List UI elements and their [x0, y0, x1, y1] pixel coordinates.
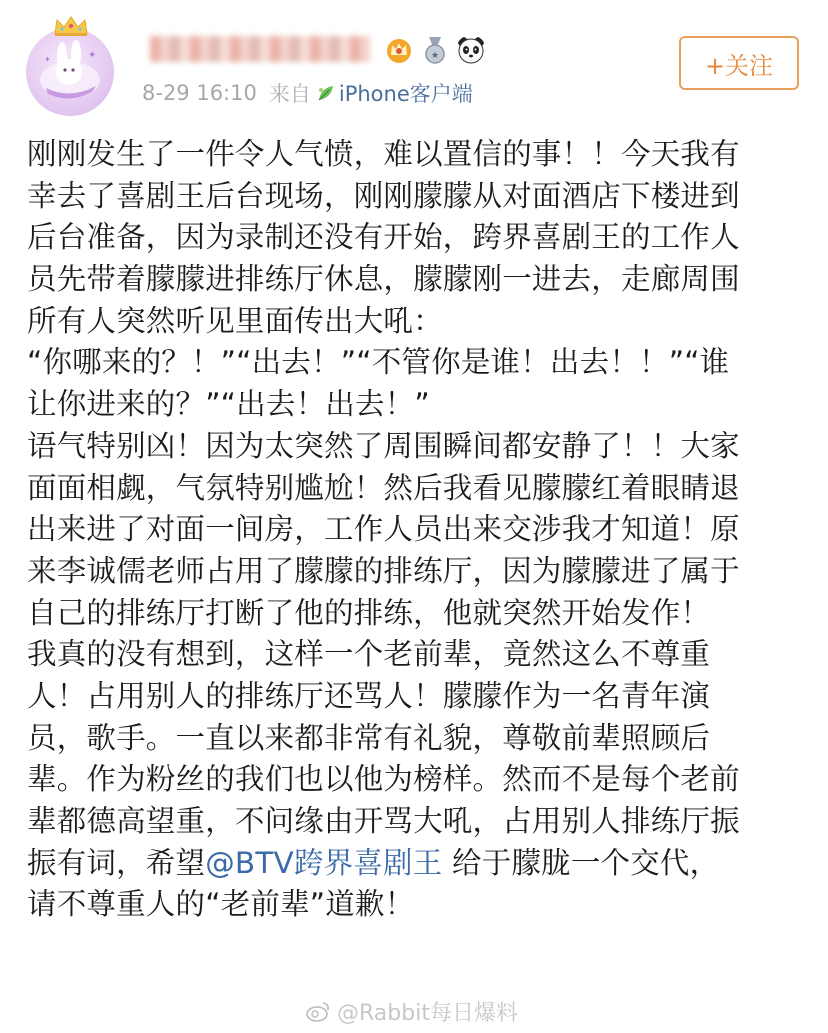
- svg-text:★: ★: [430, 51, 440, 61]
- post-text-line: 来李诚儒老师占用了朦朦的排练厅，因为朦朦进了属于: [27, 553, 740, 588]
- avatar[interactable]: [26, 28, 114, 116]
- post-meta: [142, 78, 473, 108]
- post-text-line: 出来进了对面一间房，工作人员出来交涉我才知道！原: [27, 512, 740, 547]
- post-text-line: 辈。作为粉丝的我们也以他为榜样。然而不是每个老前: [27, 762, 740, 797]
- source-prefix: 来自: [268, 82, 311, 106]
- weibo-watermark: [305, 996, 518, 1027]
- leaf-icon: [315, 82, 337, 104]
- user-badges: [384, 34, 486, 66]
- post-text-line-with-mention: [27, 843, 807, 885]
- watermark-text: @Rabbit每日爆料: [337, 1001, 518, 1026]
- post-text-line: 员先带着朦朦进排练厅休息，朦朦刚一进去，走廊周围: [27, 262, 740, 297]
- post-text-line: 刚刚发生了一件令人气愤，难以置信的事！！今天我有: [27, 137, 740, 171]
- post-text-line: 语气特别凶！因为太突然了周围瞬间都安静了！！大家: [27, 428, 740, 463]
- bunny-illustration-icon: [26, 28, 114, 116]
- source-client-link[interactable]: iPhone客户端: [338, 82, 473, 106]
- svg-text:✦: ✦: [88, 50, 97, 61]
- crown-icon: [52, 14, 90, 38]
- mention-line-prefix: 振有词，希望: [27, 845, 206, 880]
- username-blurred[interactable]: [150, 36, 370, 62]
- post-text-line: 让你进来的？”“出去！出去！”: [27, 387, 430, 422]
- post-text-line: 面面相觑，气氛特别尴尬！然后我看见朦朦红着眼睛退: [27, 470, 740, 505]
- post-text-line: 人！占用别人的排练厅还骂人！朦朦作为一名青年演: [27, 678, 711, 713]
- post-text-line: 幸去了喜剧王后台现场，刚刚朦朦从对面酒店下楼进到: [27, 178, 740, 213]
- post-time: 8-29 16:10: [142, 81, 257, 105]
- follow-button[interactable]: +关注: [679, 36, 799, 90]
- mention-line-suffix: 给于朦胧一个交代，: [442, 845, 720, 880]
- weibo-logo-icon: [305, 999, 331, 1025]
- medal-badge-icon[interactable]: [420, 35, 450, 65]
- panda-badge-icon[interactable]: [456, 35, 486, 65]
- svg-text:✦: ✦: [44, 55, 51, 64]
- post-text-line: 所有人突然听见里面传出大吼：: [27, 303, 443, 338]
- post-text-line: 员，歌手。一直以来都非常有礼貌，尊敬前辈照顾后: [27, 720, 711, 755]
- user-avatar[interactable]: [22, 14, 120, 112]
- post-content: [27, 134, 807, 926]
- post-text-line: 我真的没有想到，这样一个老前辈，竟然这么不尊重: [27, 637, 711, 672]
- post-text-line: “你哪来的？！”“出去！”“不管你是谁！出去！！”“谁: [27, 345, 730, 380]
- post-text-line: 请不尊重人的“老前辈”道歉！: [27, 887, 415, 922]
- post-text-line: 辈都德高望重，不问缘由开骂大吼，占用别人排练厅振: [27, 804, 740, 838]
- post-text-line: 后台准备，因为录制还没有开始，跨界喜剧王的工作人: [27, 220, 740, 255]
- mention-link[interactable]: @BTV跨界喜剧王: [205, 845, 443, 880]
- post-text-line: 自己的排练厅打断了他的排练，他就突然开始发作！: [27, 595, 711, 630]
- vip-crown-badge-icon[interactable]: [384, 35, 414, 65]
